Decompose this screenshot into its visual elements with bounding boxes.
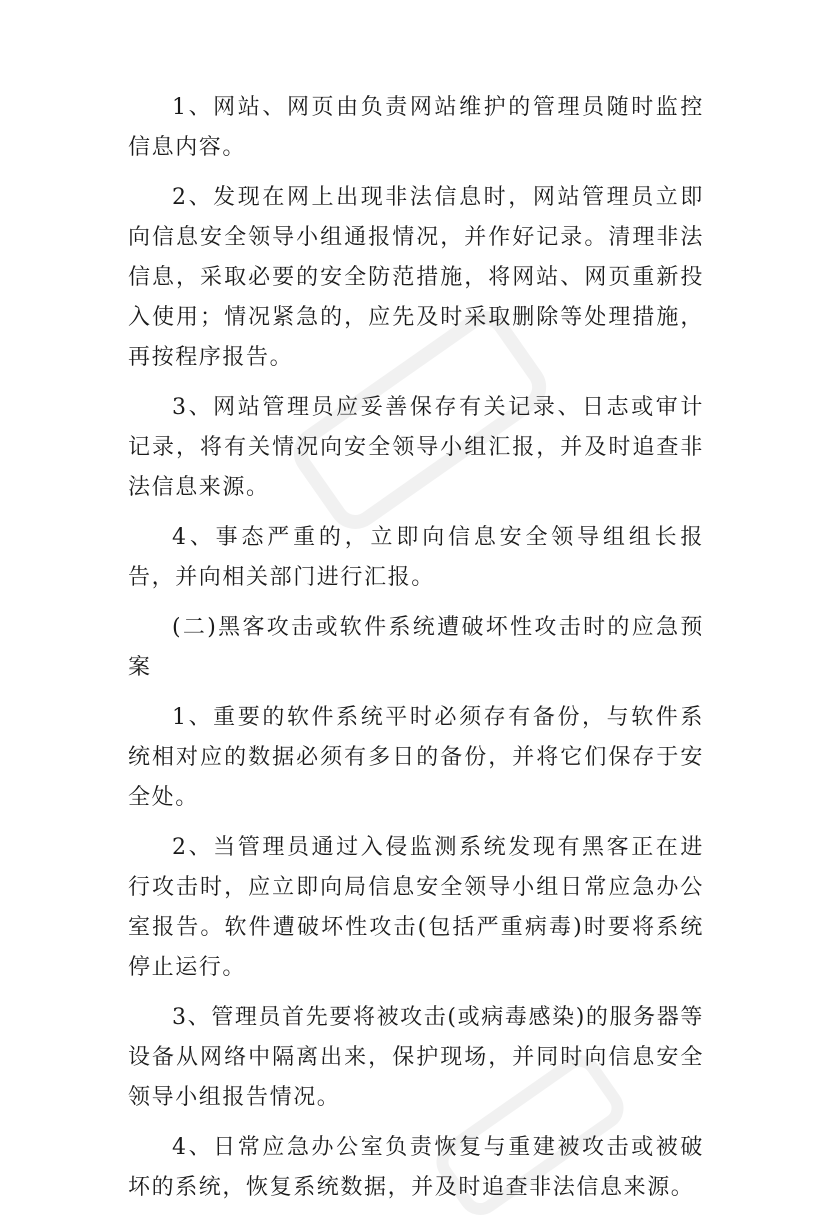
- paragraph: 1、重要的软件系统平时必须存有备份，与软件系统相对应的数据必须有多日的备份，并将它们保存于安全处。: [128, 705, 704, 810]
- paragraph: 3、网站管理员应妥善保存有关记录、日志或审计记录，将有关情况向安全领导小组汇报，并及时追查非法信息来源。: [128, 395, 704, 500]
- paragraph: 2、发现在网上出现非法信息时，网站管理员立即向信息安全领导小组通报情况，并作好记录。清理非法信息，采取必要的安全防范措施，将网站、网页重新投入使用；情况紧急的，应先及时采取删除等处理措施，再按程序报告。: [128, 185, 704, 370]
- paragraph: 1、网站、网页由负责网站维护的管理员随时监控信息内容。: [128, 95, 704, 160]
- section-heading: (二)黑客攻击或软件系统遭破坏性攻击时的应急预案: [128, 615, 704, 680]
- paragraph: 4、日常应急办公室负责恢复与重建被攻击或被破坏的系统，恢复系统数据，并及时追查非法信息来源。: [128, 1135, 704, 1200]
- document-body: [128, 88, 704, 1218]
- paragraph: 4、事态严重的，立即向信息安全领导组组长报告，并向相关部门进行汇报。: [128, 525, 704, 590]
- paragraph: 3、管理员首先要将被攻击(或病毒感染)的服务器等设备从网络中隔离出来，保护现场，并同时向信息安全领导小组报告情况。: [128, 1005, 704, 1110]
- paragraph: 2、当管理员通过入侵监测系统发现有黑客正在进行攻击时，应立即向局信息安全领导小组日常应急办公室报告。软件遭破坏性攻击(包括严重病毒)时要将系统停止运行。: [128, 835, 704, 980]
